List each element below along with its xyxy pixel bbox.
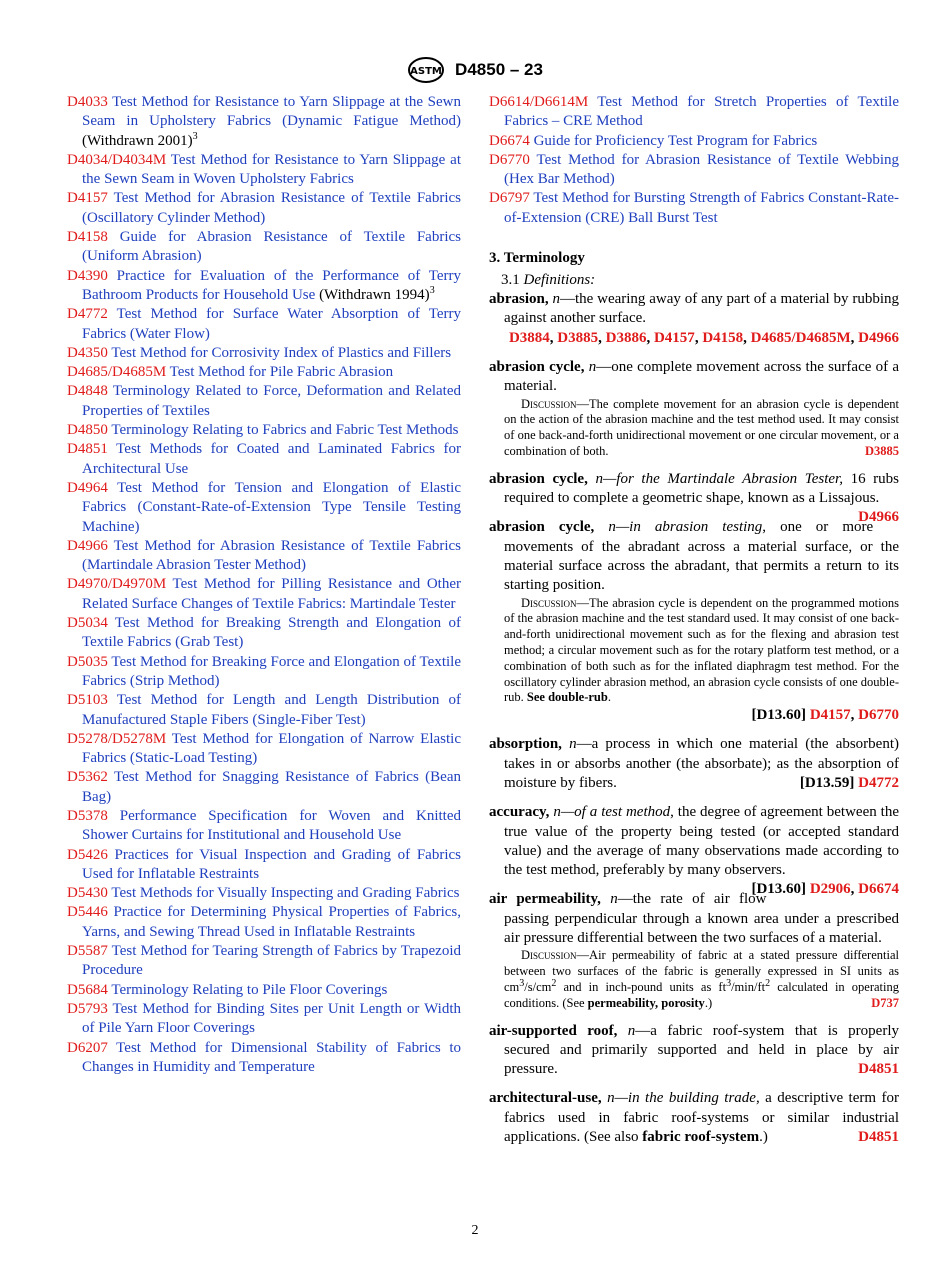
reference-item [67, 363, 461, 382]
reference-title-link[interactable]: Terminology Related to Force, Deformation and Related Properties of Textiles [82, 383, 461, 419]
reference-code-link[interactable]: D5035 [67, 653, 108, 670]
discussion-air-permeability: Discussion—Air permeability of fabric at a stated pressure differential between two surfaces of the fabric is generally expressed in SI units as $cm^3/s/cm^2$ and in inch-pound units as $ft^3/\min/ft^2$ calculated in operating conditions. (See permeability, porosity.) D737 [504, 948, 899, 1010]
reference-item [67, 903, 461, 942]
astm-logo-icon [407, 57, 445, 83]
term-air-supported-roof: air-supported roof, n—a fabric roof-system that is properly secured and primarily supported and held in place by air pressure. D4851 [489, 1022, 899, 1080]
subsection-definitions: 3.1 Definitions: [501, 272, 596, 289]
reference-code-link[interactable]: D4848 [67, 383, 108, 400]
reference-item [67, 981, 461, 1000]
reference-item [67, 382, 461, 421]
reference-code-link[interactable]: D5430 [67, 885, 108, 902]
reference-item [67, 305, 461, 344]
svg-text:ASTM: ASTM [410, 66, 442, 77]
reference-note: (Withdrawn 2001) [82, 132, 193, 149]
reference-code-link[interactable]: D5587 [67, 943, 108, 960]
term-absorption: absorption, n—a process in which one material (the absorbent) takes in or absorbs another (the absorbate); as the absorption of moisture by fibers. [D13.59] D4772 [489, 736, 900, 791]
reference-code-link[interactable]: D4390 [67, 267, 108, 284]
reference-title-link[interactable]: Test Method for Bursting Strength of Fabrics Constant-Rate-of-Extension (CRE) Ball Burst Test [504, 190, 899, 226]
reference-item [67, 884, 461, 903]
reference-item [489, 132, 899, 151]
reference-item [67, 440, 461, 479]
reference-title-link[interactable]: Test Method for Pile Fabric Abrasion [169, 364, 394, 381]
section-heading: 3. Terminology [489, 250, 585, 267]
reference-title-link[interactable]: Guide for Proficiency Test Program for Fabrics [533, 132, 818, 149]
ref-link[interactable]: D6674 [858, 881, 899, 898]
reference-title-link[interactable]: Practice for Evaluation of the Performance of Terry Bathroom Products for Household Use [82, 267, 461, 303]
term-abrasion-cycle-2: abrasion cycle, n—for the Martindale Abrasion Tester, 16 rubs required to complete a geometric shape, known as a Lissajous. D4966 [489, 470, 899, 509]
page-number: 2 [471, 1223, 479, 1238]
term-abrasion: abrasion, n—the wearing away of any part of a material by rubbing against another surface. [489, 291, 900, 327]
ref-link[interactable]: D4851 [858, 1061, 899, 1078]
reference-title-link[interactable]: Test Method for Binding Sites per Unit Length or Width of Pile Yarn Floor Coverings [82, 1000, 461, 1037]
reference-item [67, 267, 461, 306]
reference-item [489, 151, 899, 190]
reference-item [67, 691, 461, 730]
reference-code-link[interactable]: D5278/D5278M [67, 730, 167, 747]
ref-link[interactable]: D3885 [864, 443, 899, 458]
reference-title-link[interactable]: Test Method for Abrasion Resistance of Textile Webbing (Hex Bar Method) [504, 151, 899, 188]
ref-link[interactable]: D4157 [653, 329, 695, 346]
reference-code-link[interactable]: D4964 [67, 479, 108, 496]
ref-link[interactable]: D6770 [858, 707, 899, 724]
reference-title-link[interactable]: Test Method for Surface Water Absorption of Terry Fabrics (Water Flow) [82, 306, 461, 342]
reference-item [67, 537, 461, 576]
reference-item [67, 189, 461, 228]
reference-note: (Withdrawn 1994) [315, 286, 430, 303]
reference-title-link[interactable]: Performance Specification for Woven and Knitted Shower Curtains for Institutional and Household Use [82, 807, 462, 844]
ref-link[interactable]: D737 [871, 995, 899, 1010]
reference-code-link[interactable]: D4851 [67, 441, 108, 458]
reference-title-link[interactable]: Test Method for Elongation of Narrow Elastic Fabrics (Static-Load Testing) [82, 730, 461, 767]
reference-item [67, 846, 461, 885]
reference-code-link[interactable]: D6797 [489, 190, 530, 207]
reference-code-link[interactable]: D6674 [489, 132, 530, 149]
reference-code-link[interactable]: D5793 [67, 1000, 108, 1017]
reference-code-link[interactable]: D6614/D6614M [489, 94, 589, 110]
reference-code-link[interactable]: D4685/D4685M [67, 364, 167, 381]
reference-title-link[interactable]: Test Method for Length and Length Distribution of Manufactured Staple Fibers (Single-Fiber Test) [82, 692, 462, 728]
term-accuracy: accuracy, n—of a test method, the degree of agreement between the true value of the property being tested (or accepted standard value) and the average of many observations made according to the test method, preferably by many observers. [D13.60] D2906, D6674 [489, 804, 899, 898]
reference-code-link[interactable]: D5034 [67, 615, 108, 632]
reference-code-link[interactable]: D5378 [67, 807, 108, 824]
reference-code-link[interactable]: D6207 [67, 1039, 108, 1056]
reference-code-link[interactable]: D4772 [67, 306, 108, 323]
reference-item [67, 151, 461, 190]
ref-link[interactable]: D3885 [557, 329, 599, 346]
doc-id: D4850 – 23 [455, 60, 543, 79]
reference-code-link[interactable]: D4970/D4970M [67, 576, 167, 593]
reference-title-link[interactable]: Test Method for Snagging Resistance of Fabrics (Bean Bag) [82, 769, 461, 805]
reference-item [67, 807, 461, 846]
reference-item [67, 730, 461, 769]
reference-title-link[interactable]: Test Method for Stretch Properties of Textile Fabrics – CRE Method [504, 94, 899, 130]
reference-title-link[interactable]: Test Method for Abrasion Resistance of Textile Fabrics (Martindale Abrasion Tester Method) [82, 537, 461, 574]
ref-link[interactable]: D4966 [858, 329, 899, 346]
reference-item [67, 575, 461, 614]
term-abrasion-cycle-1: abrasion cycle, n—one complete movement across the surface of a material. [489, 358, 899, 395]
reference-code-link[interactable]: D5362 [67, 769, 108, 786]
reference-title-link[interactable]: Test Method for Resistance to Yarn Slippage at the Sewn Seam in Woven Upholstery Fabrics [82, 151, 461, 188]
reference-item [489, 189, 899, 228]
reference-title-link[interactable]: Test Method for Breaking Strength and Elongation of Textile Fabrics (Grab Test) [82, 615, 461, 651]
reference-item [67, 614, 461, 653]
discussion-abrasion-cycle-1: Discussion—The complete movement for an abrasion cycle is dependent on the action of the abrasion machine and the test method used. It may consist of one back-and-forth unidirectional movement or one circular movement, or a combination of both. D3885 [504, 396, 899, 458]
reference-code-link[interactable]: D4157 [67, 190, 108, 207]
footnote-marker: 3 [192, 130, 198, 142]
reference-code-link[interactable]: D5446 [67, 904, 108, 921]
reference-code-link[interactable]: D5426 [67, 846, 108, 863]
right-reference-list [489, 93, 899, 228]
ref-link[interactable]: D4157 [809, 707, 851, 724]
reference-title-link[interactable]: Test Methods for Visually Inspecting and Grading Fabrics [111, 885, 460, 902]
term-abrasion-refs: D3884, D3885, D3886, D4157, D4158, D4685/D4685M, D4966 [508, 329, 899, 346]
ref-link[interactable]: D2906 [809, 881, 851, 898]
reference-code-link[interactable]: D6770 [489, 151, 530, 168]
reference-code-link[interactable]: D5103 [67, 692, 108, 709]
reference-title-link[interactable]: Terminology Relating to Pile Floor Coverings [111, 981, 388, 998]
reference-title-link[interactable]: Test Method for Tension and Elongation of Elastic Fabrics (Constant-Rate-of-Extension Type Tensile Testing Machine) [82, 479, 462, 535]
reference-code-link[interactable]: D4350 [67, 344, 108, 361]
reference-title-link[interactable]: Guide for Abrasion Resistance of Textile Fabrics (Uniform Abrasion) [82, 229, 461, 265]
ref-link[interactable]: D4966 [858, 509, 899, 526]
ref-link[interactable]: D4158 [702, 329, 744, 346]
ref-link[interactable]: D3884 [508, 329, 550, 346]
reference-code-link[interactable]: D4033 [67, 94, 108, 110]
reference-title-link[interactable]: Test Method for Breaking Force and Elongation of Textile Fabrics (Strip Method) [82, 653, 461, 689]
reference-code-link[interactable]: D4034/D4034M [67, 151, 167, 168]
reference-item [67, 942, 461, 981]
term-abrasion-cycle-3-refs: [D13.60] D4157, D6770 [751, 707, 899, 724]
footnote-marker: 3 [429, 284, 435, 296]
reference-title-link[interactable]: Practice for Determining Physical Properties of Fabrics, Yarns, and Sewing Thread Used in Inflatable Restraints [82, 904, 461, 940]
reference-title-link[interactable]: Test Method for Resistance to Yarn Slippage at the Sewn Seam in Upholstery Fabrics (Dynamic Fatigue Method) [82, 94, 461, 130]
reference-item [67, 479, 461, 537]
reference-code-link[interactable]: D4850 [67, 422, 108, 439]
discussion-abrasion-cycle-3: Discussion—The abrasion cycle is dependent on the programmed motions of the abrasion machine and the test standard used. It may consist of one back-and-forth unidirectional movement such as for the flexing and abrasion test method; a circular movement such as for the rotary platform test method, or a combination of both such as for the inflated diaphragm test method. For the oscillatory cylinder abrasion method, an abrasion cycle consists of one double-rub. See double-rub. [504, 595, 899, 705]
reference-item [67, 1039, 461, 1078]
reference-code-link[interactable]: D4158 [67, 229, 108, 246]
ref-link[interactable]: D4772 [858, 775, 899, 791]
ref-link[interactable]: D4851 [858, 1129, 899, 1146]
reference-title-link[interactable]: Terminology Relating to Fabrics and Fabric Test Methods [111, 422, 459, 439]
reference-item [67, 768, 461, 807]
reference-title-link[interactable]: Test Method for Abrasion Resistance of Textile Fabrics (Oscillatory Cylinder Method) [82, 190, 461, 226]
reference-title-link[interactable]: Test Method for Corrosivity Index of Plastics and Fillers [111, 344, 452, 361]
page-header [0, 57, 950, 85]
right-column [489, 93, 899, 1147]
reference-item [489, 93, 899, 132]
reference-code-link[interactable]: D4966 [67, 537, 108, 554]
reference-item [67, 421, 461, 440]
left-column [67, 93, 461, 1077]
reference-item [67, 228, 461, 267]
reference-title-link[interactable]: Test Method for Pilling Resistance and Other Related Surface Changes of Textile Fabrics: Martindale Tester [82, 576, 461, 612]
reference-title-link[interactable]: Test Method for Tearing Strength of Fabrics by Trapezoid Procedure [82, 943, 461, 979]
reference-title-link[interactable]: Test Methods for Coated and Laminated Fabrics for Architectural Use [82, 441, 462, 477]
reference-item [67, 344, 461, 363]
reference-item [67, 93, 461, 151]
term-air-permeability: air permeability, n—the rate of air flow passing perpendicular through a known area under a prescribed air pressure differential between the two surfaces of a material. [489, 891, 899, 947]
reference-code-link[interactable]: D5684 [67, 981, 108, 998]
term-architectural-use: architectural-use, n—in the building trade, a descriptive term for fabrics used in fabric roof-systems or similar industrial applications. (See also fabric roof-system.) D4851 [489, 1089, 899, 1147]
reference-title-link[interactable]: Test Method for Dimensional Stability of Fabrics to Changes in Humidity and Temperature [82, 1039, 462, 1075]
ref-link[interactable]: D3886 [605, 329, 647, 346]
reference-item [67, 1000, 461, 1039]
ref-link[interactable]: D4685/D4685M [750, 329, 851, 346]
reference-title-link[interactable]: Practices for Visual Inspection and Grading of Fabrics Used for Inflatable Restraints [82, 846, 461, 882]
term-abrasion-cycle-3: abrasion cycle, n—in abrasion testing, one or more movements of the abradant across a material surface, or the material surface across the abradant, that permits a return to its starting position. [489, 519, 899, 594]
reference-item [67, 653, 461, 692]
